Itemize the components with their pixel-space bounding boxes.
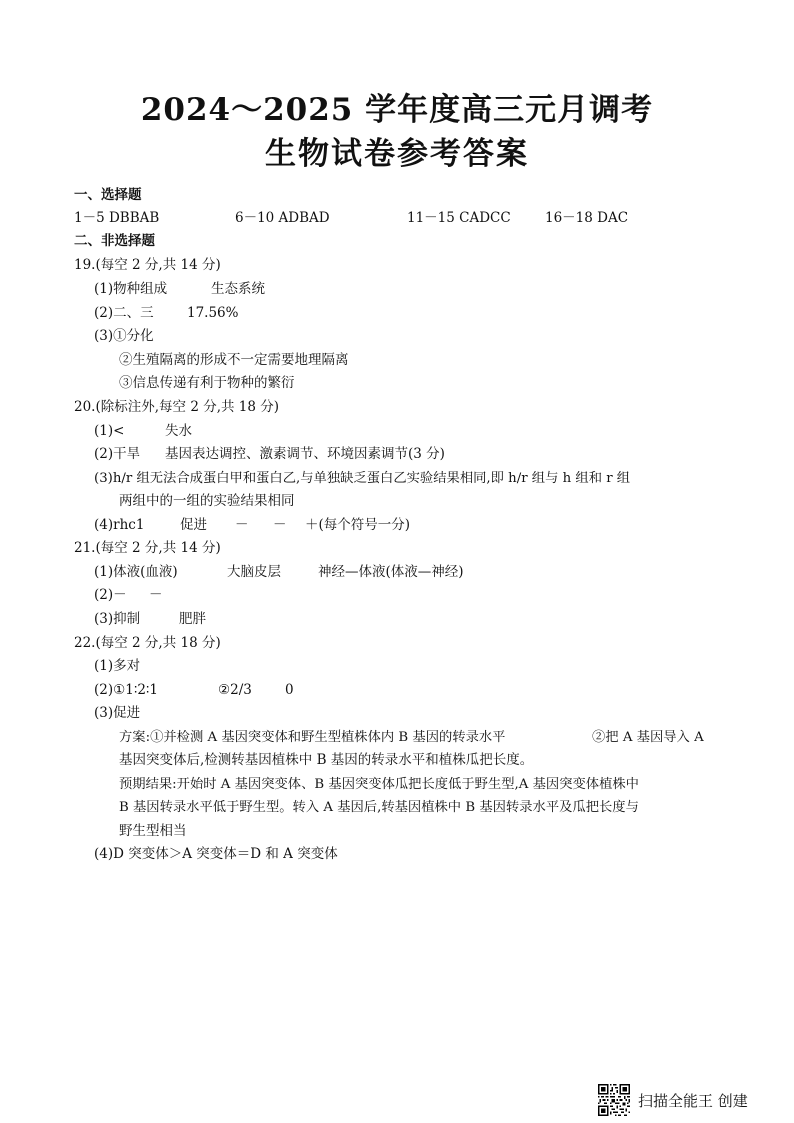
answer-part: 0	[285, 682, 294, 698]
answer-part: －	[149, 587, 163, 603]
q22-answer-4: (4)D 突变体＞A 突变体＝D 和 A 突变体	[94, 846, 338, 862]
answer-part: (1)<	[94, 423, 125, 439]
q20-answer-2	[94, 446, 445, 463]
answer-part: 肥胖	[179, 611, 206, 627]
answer-part: (3)抑制	[94, 611, 141, 627]
answer-part: (2)①1∶2∶1	[94, 682, 159, 698]
q22-answer-2	[94, 682, 294, 699]
page-title: 2024～2025 学年度高三元月调考	[140, 92, 654, 128]
answer-part: －	[273, 517, 287, 533]
answer-part: (4)rhc1	[94, 517, 145, 533]
answer-part: 17.56%	[187, 305, 239, 321]
answer-part: ＋(每个符号一分)	[305, 517, 411, 533]
q22-answer-3: (3)促进	[94, 705, 141, 721]
q22-answer-1: (1)多对	[94, 658, 141, 674]
q19-answer-3-2: ②生殖隔离的形成不一定需要地理隔离	[119, 352, 349, 368]
answer-part: 基因表达调控、激素调节、环境因素调节(3 分)	[165, 446, 445, 462]
q19-answer-3-3: ③信息传递有利于物种的繁衍	[119, 375, 295, 391]
answer-part: 大脑皮层	[227, 564, 281, 580]
q22-header: 22.(每空 2 分,共 18 分)	[74, 635, 221, 651]
section-heading-choice: 一、选择题	[74, 187, 142, 203]
q22-plan-line2: 基因突变体后,检测转基因植株中 B 基因的转录水平和植株瓜把长度。	[119, 752, 534, 768]
answer-part: (1)体液(血液)	[94, 564, 178, 580]
q19-answer-1	[94, 281, 265, 298]
answer-part: －	[235, 517, 249, 533]
answer-part: (2)干旱	[94, 446, 141, 462]
answer-part: ②把 A 基因导入 A	[592, 730, 704, 745]
answer-part: 促进	[180, 517, 207, 533]
q19-answer-3-1: (3)①分化	[94, 328, 154, 344]
mc-answer-group: 16－18 DAC	[545, 210, 629, 226]
mc-answer-group: 6－10 ADBAD	[235, 210, 330, 226]
q21-answer-1	[94, 564, 464, 581]
q22-result-line3: 野生型相当	[119, 823, 187, 839]
q22-plan-line1	[119, 729, 704, 746]
mc-answers-row	[74, 210, 628, 227]
scanner-watermark	[598, 1084, 748, 1116]
q20-answer-3-line1: (3)h/r 组无法合成蛋白甲和蛋白乙,与单独缺乏蛋白乙实验结果相同,即 h/r 组与 h 组和 r 组	[94, 471, 631, 486]
q20-header: 20.(除标注外,每空 2 分,共 18 分)	[74, 399, 280, 415]
q21-header: 21.(每空 2 分,共 14 分)	[74, 540, 221, 556]
page-subtitle: 生物试卷参考答案	[265, 136, 529, 172]
q21-answer-3	[94, 611, 206, 628]
q22-result-line1: 预期结果:开始时 A 基因突变体、B 基因突变体瓜把长度低于野生型,A 基因突变体植株中	[119, 777, 639, 792]
q19-answer-2	[94, 305, 238, 322]
q20-answer-3-line2: 两组中的一组的实验结果相同	[119, 493, 295, 509]
qr-code-icon	[598, 1084, 630, 1116]
section-heading-nonchoice: 二、非选择题	[74, 233, 155, 249]
answer-part: (2)二、三	[94, 305, 154, 321]
answer-part: 方案:①并检测 A 基因突变体和野生型植株体内 B 基因的转录水平	[119, 730, 506, 745]
q20-answer-4	[94, 517, 410, 534]
q21-answer-2	[94, 587, 163, 604]
mc-answer-group: 11－15 CADCC	[407, 210, 511, 226]
q19-header: 19.(每空 2 分,共 14 分)	[74, 257, 221, 273]
answer-part: 神经—体液(体液—神经)	[318, 564, 464, 580]
answer-part: 生态系统	[211, 281, 265, 297]
mc-answer-group: 1－5 DBBAB	[74, 210, 160, 226]
q20-answer-1	[94, 423, 192, 440]
q22-result-line2: B 基因转录水平低于野生型。转入 A 基因后,转基因植株中 B 基因转录水平及瓜把长度与	[119, 800, 639, 815]
answer-part: 失水	[165, 423, 192, 439]
answer-part: (1)物种组成	[94, 281, 168, 297]
answer-part: ②2/3	[218, 682, 252, 698]
answer-part: (2)－	[94, 587, 127, 603]
watermark-text: 扫描全能王 创建	[638, 1091, 748, 1110]
